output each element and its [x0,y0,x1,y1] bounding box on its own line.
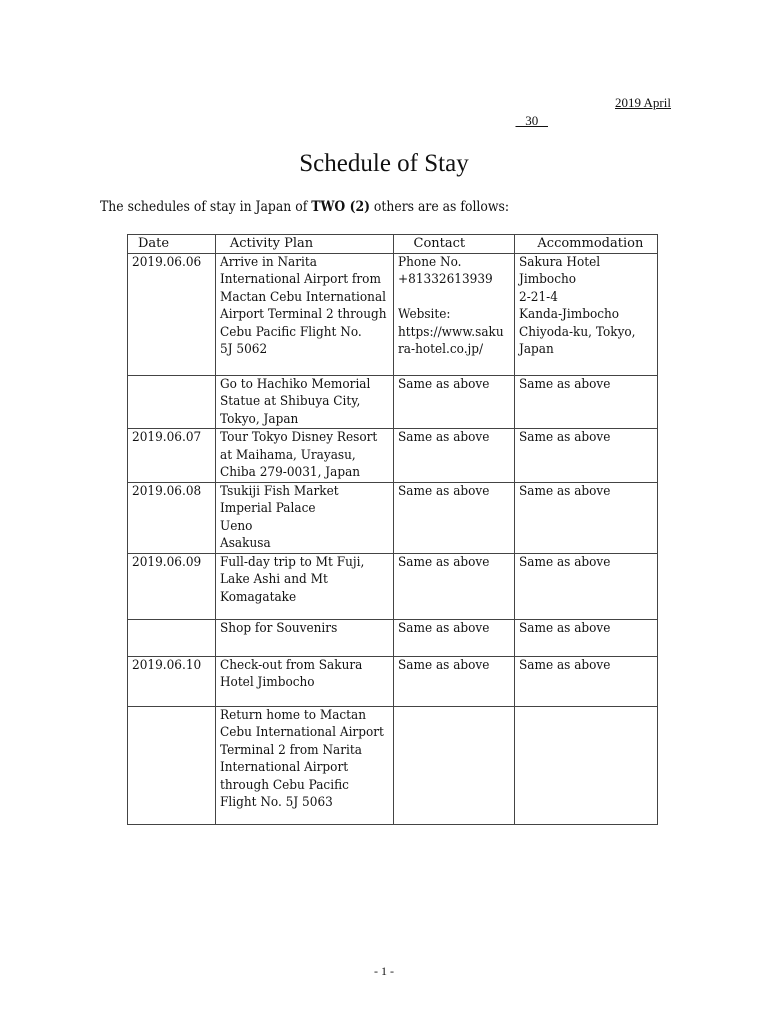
date-cell [128,429,216,483]
accommodation-cell [515,656,658,706]
header-date [128,235,216,254]
table-row [128,429,658,483]
table-row [128,253,658,375]
activity-cell [215,375,393,429]
contact-cell [393,706,515,824]
header-contact-label: Contact [413,236,466,251]
date-cell-text: 2019.06.06 [132,254,202,270]
accommodation-cell-text: Same as above [519,657,611,673]
accommodation-cell [515,482,658,553]
accommodation-cell-text: Same as above [519,376,611,392]
schedule-table [127,234,658,825]
activity-cell-text: Tsukiji Fish Market Imperial Palace Ueno Asakusa [219,483,339,551]
table-row [128,553,658,619]
accommodation-cell [515,553,658,619]
page-number: - 1 - [374,964,394,978]
date-cell-text: 2019.06.08 [132,483,202,499]
accommodation-cell-text: Same as above [519,430,611,445]
activity-cell-text: Go to Hachiko Memorial Statue at Shibuya City, Tokyo, Japan [219,376,371,427]
activity-cell-text: Arrive in Narita International Airport from Mactan Cebu International Airport Terminal 2 through Cebu Pacific Flight No. 5J 5062 [219,254,387,357]
contact-cell [393,482,515,553]
accommodation-cell-text: Same as above [519,483,611,499]
date-cell-text: 2019.06.10 [132,657,202,673]
date-cell [128,656,216,706]
contact-cell [393,553,515,619]
intro-text-after: others are as follows: [369,199,510,215]
activity-cell-text: Check-out from Sakura Hotel Jimbocho [219,657,363,690]
date-cell [128,706,216,824]
date-cell [128,375,216,429]
contact-cell [393,619,515,656]
header-accommodation-label: Accommodation [537,236,644,251]
header-contact [393,235,515,254]
accommodation-cell [515,253,658,375]
date-cell [128,553,216,619]
intro-text-bold: TWO (2) [311,199,370,215]
activity-cell [215,482,393,553]
contact-cell-text: Same as above [397,620,489,636]
contact-cell-text: Same as above [397,554,489,570]
contact-cell-text: Phone No. +81332613939 Website: https://www.saku ra-hotel.co.jp/ [397,254,504,357]
activity-cell-text: Full-day trip to Mt Fuji, Lake Ashi and Mt Komagatake [219,554,365,605]
table-row [128,706,658,824]
header-accommodation [515,235,658,254]
accommodation-cell [515,706,658,824]
header-activity [215,235,393,254]
accommodation-cell [515,429,658,483]
contact-cell [393,253,515,375]
intro-paragraph [100,199,509,215]
activity-cell-text: Shop for Souvenirs [219,620,338,636]
activity-cell-text: Tour Tokyo Disney Resort at Maihama, Urayasu, Chiba 279-0031, Japan [219,430,378,480]
date-cell [128,253,216,375]
accommodation-cell-text: Sakura Hotel Jimbocho 2-21-4 Kanda-Jimbocho Chiyoda-ku, Tokyo, Japan [519,254,636,357]
page-title: Schedule of Stay [299,150,469,177]
date-cell [128,482,216,553]
accommodation-cell-text: Same as above [519,620,611,636]
activity-cell [215,706,393,824]
table-header-row [128,235,658,254]
accommodation-cell-text: Same as above [519,554,611,570]
header-activity-label: Activity Plan [229,236,314,251]
intro-text-before: The schedules of stay in Japan of [100,199,312,215]
contact-cell-text: Same as above [397,657,489,673]
header-date-label: Date [138,236,170,251]
contact-cell-text: Same as above [397,376,489,392]
activity-cell-text: Return home to Mactan Cebu International Airport Terminal 2 from Narita International Airport through Cebu Pacific Flight No. 5J 5063 [219,707,384,810]
table-row [128,619,658,656]
table-row [128,656,658,706]
table-row [128,375,658,429]
contact-cell-text: Same as above [397,430,489,445]
contact-cell-text: Same as above [397,483,489,499]
activity-cell [215,253,393,375]
activity-cell [215,619,393,656]
date-day: 30 [515,113,548,128]
activity-cell [215,429,393,483]
date-cell [128,619,216,656]
contact-cell [393,429,515,483]
accommodation-cell [515,375,658,429]
activity-cell [215,553,393,619]
table-row [128,482,658,553]
date-year-month: 2019 April [615,95,671,110]
accommodation-cell [515,619,658,656]
date-cell-text: 2019.06.09 [132,554,202,570]
contact-cell [393,375,515,429]
contact-cell [393,656,515,706]
date-cell-text: 2019.06.07 [132,430,202,445]
activity-cell [215,656,393,706]
